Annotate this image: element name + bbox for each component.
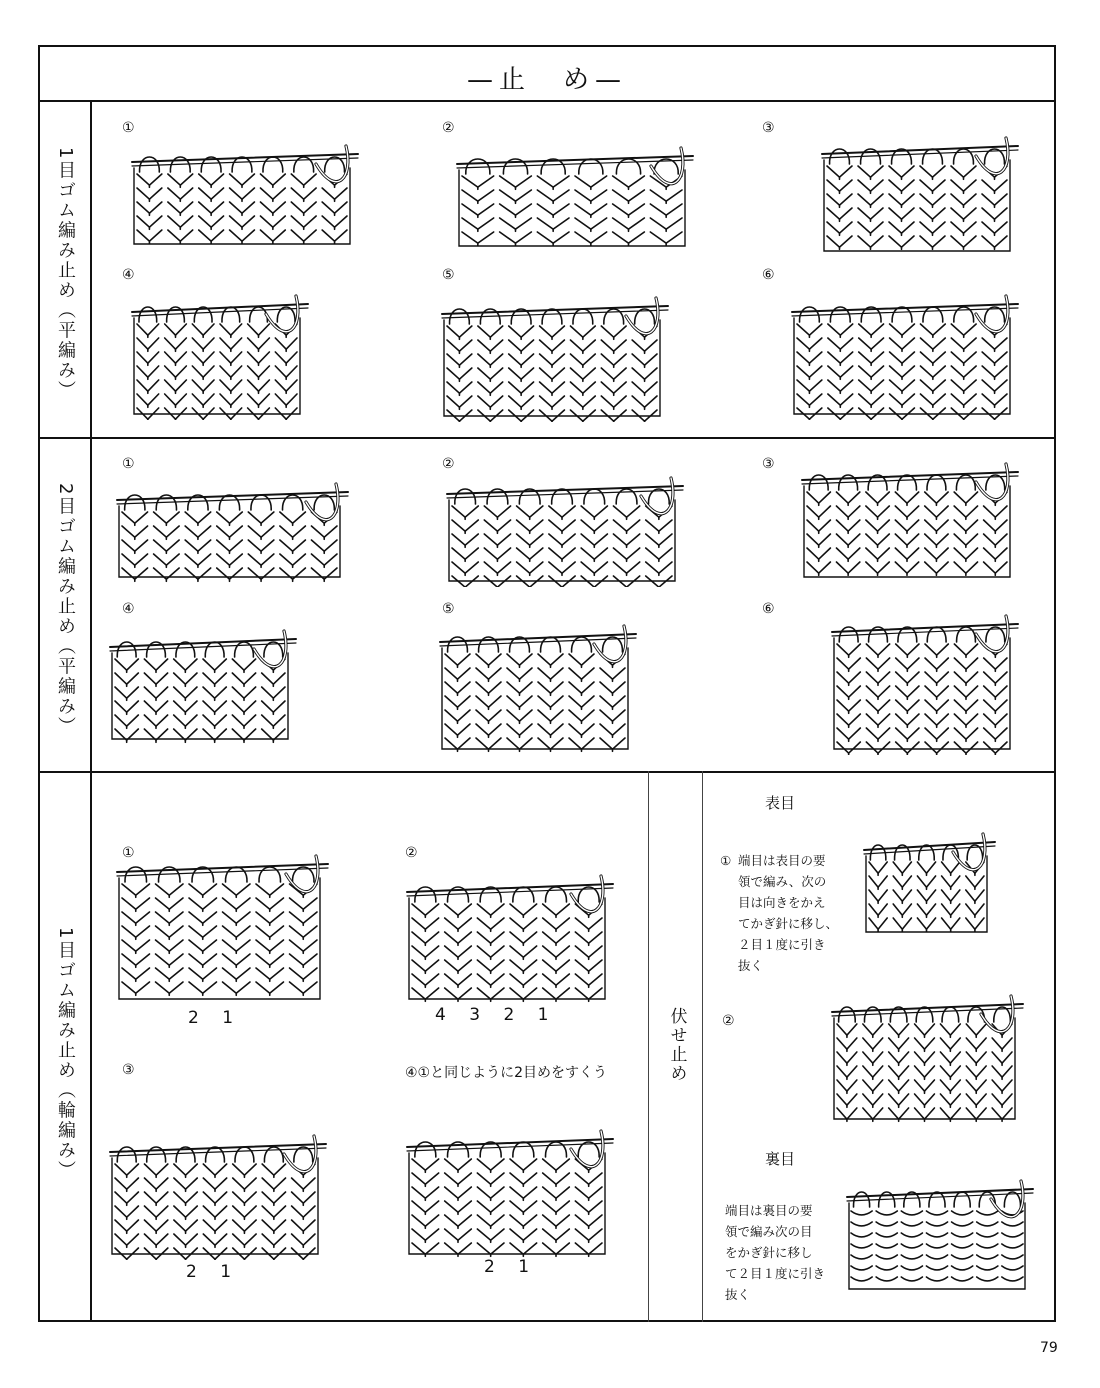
knit-step-1-text: 端目は表目の要 領で編み、次の 目は向きをかえ てかぎ針に移し、 ２目１度に引き 抜く (738, 853, 839, 973)
page-title: —止 め— (466, 65, 627, 95)
step-number: ⑥ (762, 267, 775, 283)
step-4-caption: ④①と同じように2目めをすくう (405, 1065, 608, 1081)
step-number: ③ (122, 1062, 135, 1078)
knitting-diagram (845, 1175, 1035, 1295)
knitting-diagram (800, 458, 1020, 583)
purl-side-title: 裏目 (765, 1150, 796, 1168)
stitch-numbers: 2 1 (484, 1257, 539, 1277)
stitch-numbers: 2 1 (186, 1262, 241, 1282)
knit-side-title: 表目 (765, 794, 796, 812)
step-number: ③ (762, 456, 775, 472)
knitting-diagram (405, 1125, 615, 1260)
step-number: ② (405, 845, 418, 861)
step-number: ② (442, 456, 455, 472)
knitting-diagram (438, 620, 638, 755)
knitting-diagram (862, 828, 997, 938)
knitting-diagram (830, 990, 1025, 1125)
knit-step-1-number: ① (720, 853, 732, 868)
bind-off-label-divider-left (648, 771, 649, 1322)
step-number: ⑤ (442, 267, 455, 283)
knitting-diagram (115, 850, 330, 1005)
knitting-diagram (108, 1130, 328, 1260)
stitch-numbers: 2 1 (188, 1008, 243, 1028)
section-label-bind-off: 伏せ止め (666, 1007, 687, 1083)
knitting-diagram (130, 290, 310, 420)
step-number: ④ (122, 601, 135, 617)
knitting-diagram (820, 132, 1020, 257)
stitch-numbers: 4 3 2 1 (435, 1005, 558, 1025)
step-number: ④ (122, 267, 135, 283)
label-column-divider (90, 100, 92, 1322)
step-number: ① (122, 845, 135, 861)
knitting-diagram (830, 610, 1020, 755)
knitting-diagram (130, 140, 360, 250)
step-number: ① (122, 120, 135, 136)
knitting-diagram (790, 290, 1020, 420)
step-number: ⑤ (442, 601, 455, 617)
step-number: ③ (762, 120, 775, 136)
section-label-rib2-flat: 2目ゴム編み止め（平編み） (55, 483, 76, 737)
step-number: ② (442, 120, 455, 136)
knit-step-2-number: ② (722, 1013, 735, 1029)
knitting-diagram (455, 142, 695, 252)
knitting-diagram (115, 478, 350, 583)
step-number: ⑥ (762, 601, 775, 617)
title-divider (40, 100, 1054, 102)
knitting-diagram (108, 625, 298, 745)
section-divider-1 (40, 437, 1054, 439)
step-number: ① (122, 456, 135, 472)
knitting-diagram (440, 292, 670, 422)
bind-off-label-divider-right (702, 771, 703, 1322)
page-number: 79 (1040, 1340, 1058, 1356)
section-label-rib1-flat: 1目ゴム編み止め（平編み） (55, 147, 76, 401)
knitting-diagram (445, 472, 685, 587)
section-divider-2 (40, 771, 1054, 773)
section-label-rib1-round: 1目ゴム編み止め（輪編み） (55, 927, 76, 1181)
purl-step-text: 端目は裏目の要 領で編み次の目 をかぎ針に移し て２目１度に引き 抜く (725, 1203, 826, 1302)
knitting-diagram (405, 870, 615, 1005)
